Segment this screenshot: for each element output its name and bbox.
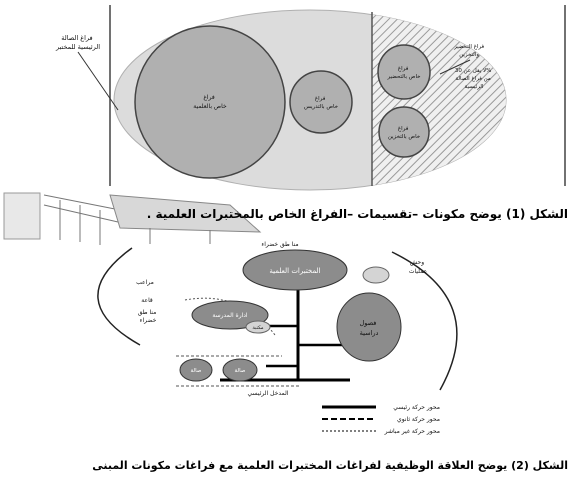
figure1	[55, 5, 565, 190]
small-service-ellipse	[363, 267, 389, 283]
storage-circle-label: فراغ خاص بالتخزين	[387, 126, 421, 140]
prep-circle	[378, 45, 430, 99]
figure1-caption: الشكل (1) يوضح مكونات –تقسيمات –الفراغ الخاص بالمختبرات العلمية .	[146, 207, 568, 221]
classrooms-ellipse	[337, 293, 401, 361]
top-label: منا طق خضراء	[261, 241, 299, 248]
legend-label-indirect: محور حركة غير مباشر	[384, 428, 440, 435]
labs-label: المختبرات العلمية	[269, 267, 321, 275]
legend	[322, 404, 440, 435]
figure2-caption: الشكل (2) يوضح العلاقة الوظيفية لفراغات المختبرات العلمية مع فراغات مكونات المبنى	[92, 459, 568, 472]
legend-label-main: محور حركة رئيسي	[393, 404, 440, 411]
big-circle	[135, 26, 285, 178]
storage-circle	[379, 107, 429, 157]
left-upper-label: مراعب	[136, 279, 154, 286]
corridor-label: المدخل الرئيسي	[247, 390, 289, 397]
small-circle	[290, 71, 352, 133]
admin-label: ادارة المدرسة	[212, 312, 248, 319]
left-label-leader	[78, 52, 118, 110]
big-circle-label: فراغ خاص بالعلمية	[193, 94, 227, 110]
small-circle-label: فراغ خاص بالتدريس	[303, 96, 339, 110]
hall-label-right: صالة	[234, 368, 246, 374]
figure2	[98, 241, 457, 435]
services-label: وحش عمليات	[408, 259, 428, 275]
prep-circle-label: فراغ خاص بالتحضير	[387, 66, 421, 80]
left-boundary-arc	[98, 248, 140, 345]
classrooms-label: فصول دراسية	[359, 319, 379, 337]
left-mid-label: قاعة منا طق خضراء	[137, 297, 157, 324]
library-label: مكتبة	[252, 325, 264, 331]
left-label: فراغ الصالة الرئيسية للمختبر	[55, 34, 101, 51]
right-top-label: فراغ التحضير والتخزين لا يقل عن 30% من فراغ الصالة الرئيسية	[454, 44, 492, 90]
legend-label-secondary: محور حركة ثانوي	[397, 416, 440, 423]
hall-label-left: صالة	[190, 368, 202, 374]
